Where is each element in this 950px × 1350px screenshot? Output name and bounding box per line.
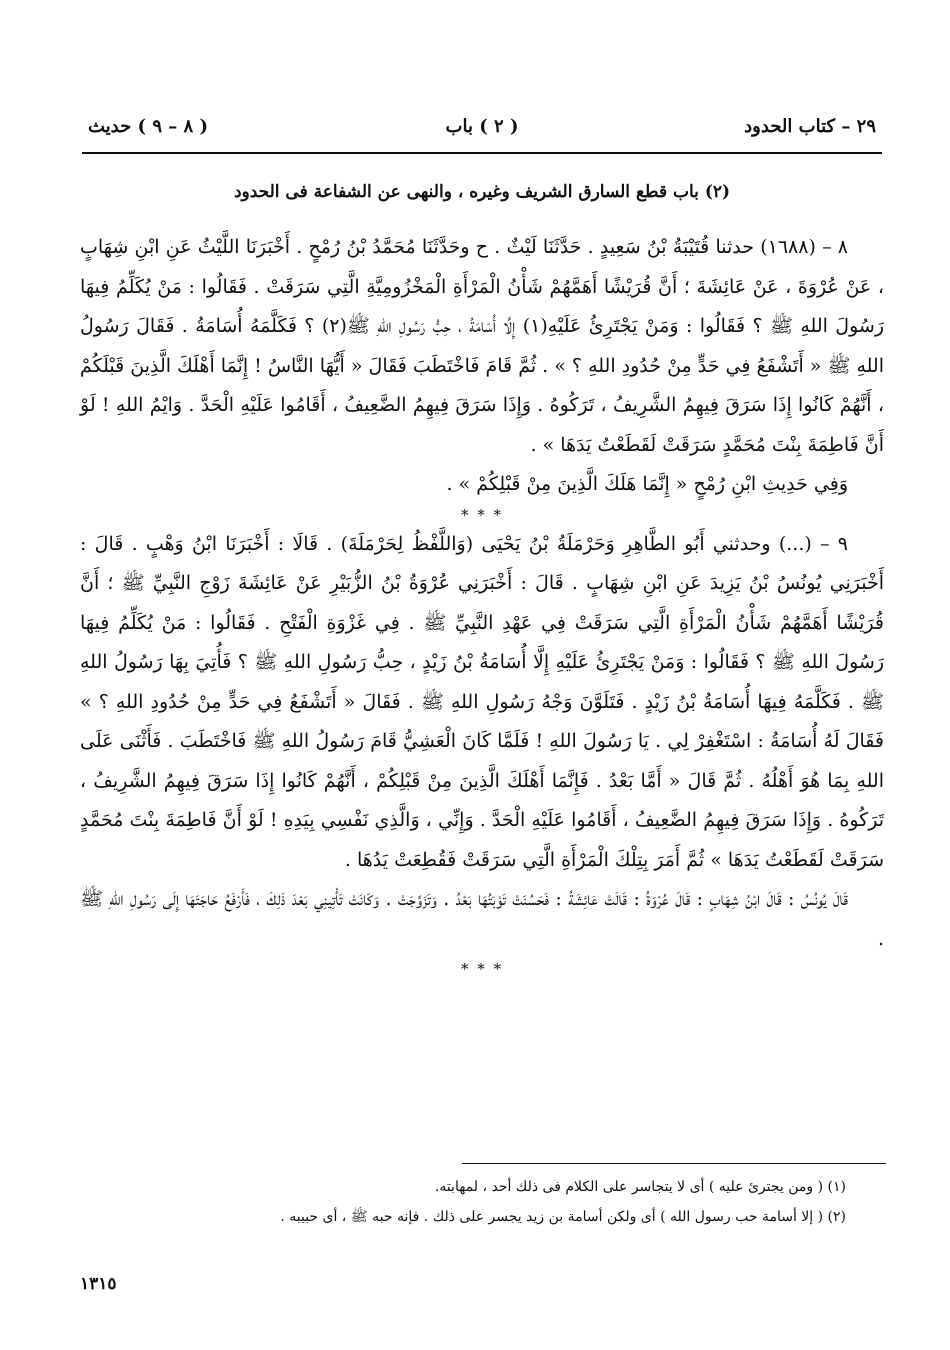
- header-hadith-range: ( ٨ – ٩ ) حديث: [88, 116, 208, 137]
- hadith-9-text: ٩ – (...) وحدثني أَبُو الطَّاهِرِ وَحَرْمَلَةُ بْنُ يَحْيَى (وَاللَّفْظُ لِحَرْمَلَةَ) . قَالَا : أَخْبَرَنَا ابْنُ وَهْبٍ . قَالَ : أَخْبَرَنِي يُونُسُ بْنُ يَزِيدَ عَنِ ابْنِ شِهَابٍ . قَالَ : أَخْبَرَنِي عُرْوَةُ بْنُ الزُّبَيْرِ عَنْ عَائِشَةَ زَوْجِ النَّبِيِّ ﷺ ؛ أَنَّ قُرَيْشًا أَهَمَّهُمْ شَأْنُ الْمَرْأَةِ الَّتِي سَرَقَتْ فِي عَهْدِ النَّبِيِّ ﷺ . فِي غَزْوَةِ الْفَتْحِ . فَقَالُوا : مَنْ يُكَلِّمُ فِيهَا رَسُولَ اللهِ ﷺ ؟ فَقَالُوا : وَمَنْ يَجْتَرِئُ عَلَيْهِ إِلَّا أُسَامَةُ بْنُ زَيْدٍ ، حِبُّ رَسُولِ اللهِ ﷺ ؟ فَأُتِيَ بِهَا رَسُولُ اللهِ ﷺ . فَكَلَّمَهُ فِيهَا أُسَامَةُ بْنُ زَيْدٍ . فَتَلَوَّنَ وَجْهُ رَسُولِ اللهِ ﷺ . فَقَالَ « أَتَشْفَعُ فِي حَدٍّ مِنْ حُدُودِ اللهِ ؟ » فَقَالَ لَهُ أُسَامَةُ : اسْتَغْفِرْ لِي . يَا رَسُولَ اللهِ ! فَلَمَّا كَانَ الْعَشِيُّ قَامَ رَسُولُ اللهِ ﷺ فَاخْتَطَبَ . فَأَثْنَى عَلَى اللهِ بِمَا هُوَ أَهْلُهُ . ثُمَّ قَالَ « أَمَّا بَعْدُ . فَإِنَّمَا أَهْلَكَ الَّذِينَ مِنْ قَبْلِكُمْ ، أَنَّهُمْ كَانُوا إِذَا سَرَقَ فِيهِمُ الشَّرِيفُ ، تَرَكُوهُ . وَإِذَا سَرَقَ فِيهِمُ الضَّعِيفُ ، أَقَامُوا عَلَيْهِ الْحَدَّ . وَإِنِّي ، وَالَّذِي نَفْسِي بِيَدِهِ ! لَوْ أَنَّ فَاطِمَةَ بِنْتَ مُحَمَّدٍ سَرَقَتْ لَقَطَعْتُ يَدَهَا » ثُمَّ أَمَرَ بِتِلْكَ الْمَرْأَةِ الَّتِي سَرَقَتْ فَقُطِعَتْ يَدُهَا .: [80, 532, 884, 871]
- page-number: ١٣١٥: [80, 1274, 117, 1294]
- hadith-8-variant: وَفِي حَدِيثِ ابْنِ رُمْحٍ « إِنَّمَا هَلَكَ الَّذِينَ مِنْ قَبْلِكُمْ » .: [446, 473, 848, 495]
- footnote-2: (٢) ( إلا أسامة حب رسول الله ) أى ولكن أسامة بن زيد يجسر على ذلك . فإنه حبه ﷺ ، أى حبيبه .: [280, 1209, 846, 1225]
- separator-stars-end: * * *: [460, 960, 504, 978]
- main-text: [80, 228, 884, 979]
- hadith-8-text: ٨ – (١٦٨٨) حدثنا قُتَيْبَةُ بْنُ سَعِيدٍ . حَدَّثَنَا لَيْثٌ . ح وحَدَّثَنَا مُحَمَّدُ بْنُ رُمْحٍ . أَخْبَرَنَا اللَّيْثُ عَنِ ابْنِ شِهَابٍ ، عَنْ عُرْوَةَ ، عَنْ عَائِشَةَ ؛ أَنَّ قُرَيْشًا أَهَمَّهُمْ شَأْنُ الْمَرْأَةِ الْمَخْزُومِيَّةِ الَّتِي سَرَقَتْ . فَقَالُوا : مَنْ يُكَلِّمُ فِيهَا رَسُولَ اللهِ ﷺ ؟ فَقَالُوا : وَمَنْ يَجْتَرِئُ عَلَيْهِ(١) إِلَّا أُسَامَةُ ، حِبُّ رَسُولِ اللهِ ﷺ(٢) ؟ فَكَلَّمَهُ أُسَامَةُ . فَقَالَ رَسُولُ اللهِ ﷺ « أَتَشْفَعُ فِي حَدٍّ مِنْ حُدُودِ اللهِ ؟ » . ثُمَّ قَامَ فَاخْتَطَبَ فَقَالَ « أَيُّهَا النَّاسُ ! إِنَّمَا أَهْلَكَ الَّذِينَ قَبْلَكُمْ ، أَنَّهُمْ كَانُوا إِذَا سَرَقَ فِيهِمُ الشَّرِيفُ ، تَرَكُوهُ . وَإِذَا سَرَقَ فِيهِمُ الضَّعِيفُ ، أَقَامُوا عَلَيْهِ الْحَدَّ . وَايْمُ اللهِ ! لَوْ أَنَّ فَاطِمَةَ بِنْتَ مُحَمَّدٍ سَرَقَتْ لَقَطَعْتُ يَدَهَا » .: [80, 236, 884, 456]
- header-chapter-ref: ( ٢ ) باب: [445, 116, 519, 137]
- footnotes: [82, 1172, 882, 1232]
- header-book-title: ٢٩ – كتاب الحدود: [744, 116, 876, 137]
- header-divider: [82, 152, 882, 154]
- running-header: [82, 112, 882, 146]
- footnote-1: (١) ( ومن يجترئ عليه ) أى لا يتجاسر على الكلام فى ذلك أحد ، لمهابته.: [434, 1179, 846, 1195]
- hadith-9-note: قَالَ يُونُسُ : قَالَ ابْنُ شِهَابٍ : قَالَ عُرْوَةُ : قَالَتْ عَائِشَةُ : فَحَسُنَتْ تَوْبَتُهَا بَعْدُ . وَتَزَوَّجَتْ . وَكَانَتْ تَأْتِينِي بَعْدَ ذَلِكَ ، فَأَرْفَعُ حَاجَتَهَا إِلَى رَسُولِ اللهِ ﷺ .: [80, 888, 884, 950]
- separator-stars: * * *: [460, 505, 504, 524]
- chapter-title: (٢) باب قطع السارق الشريف وغيره ، والنهى عن الشفاعة فى الحدود: [233, 182, 731, 202]
- footnote-divider: [462, 1163, 886, 1164]
